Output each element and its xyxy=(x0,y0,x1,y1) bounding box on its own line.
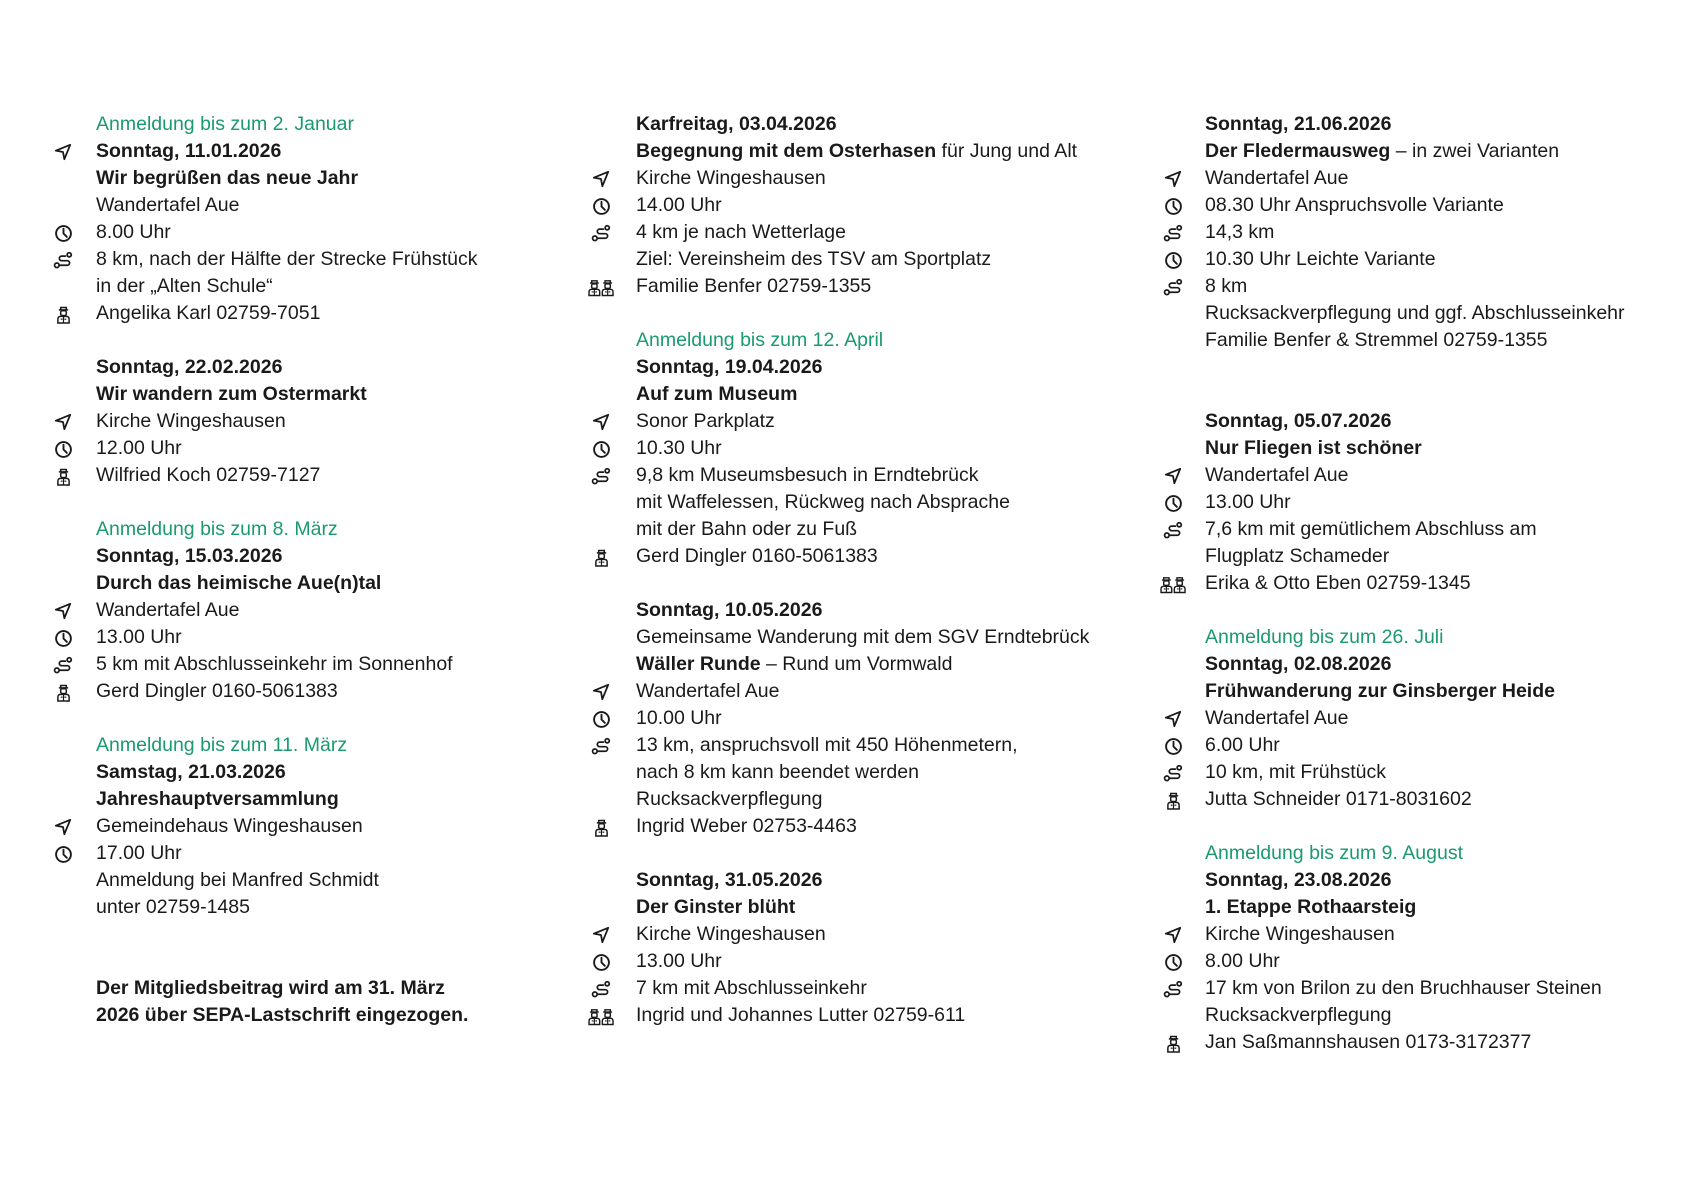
hikers-group-icon xyxy=(1158,574,1188,594)
clock-icon xyxy=(52,223,74,243)
clock-icon xyxy=(52,844,74,864)
event-title: Durch das heimische Aue(n)tal xyxy=(96,572,382,594)
event-location: Wandertafel Aue xyxy=(1162,165,1682,192)
event-date: Sonntag, 22.02.2026 xyxy=(96,356,283,378)
event-title: Nur Fliegen ist schöner xyxy=(1205,437,1422,459)
navigation-arrow-icon xyxy=(590,925,612,945)
event-route-cont: Rucksackverpflegung xyxy=(636,788,823,810)
event-time: 10.00 Uhr xyxy=(590,705,1130,732)
navigation-arrow-icon xyxy=(590,169,612,189)
event-location: Kirche Wingeshausen xyxy=(52,408,552,435)
event-route-cont: mit der Bahn oder zu Fuß xyxy=(636,518,858,540)
event-contact: Familie Benfer 02759-1355 xyxy=(590,273,1130,300)
event-2026-05-31 xyxy=(590,867,1130,1029)
event-2026-02-22 xyxy=(52,354,552,489)
event-date: Sonntag, 21.06.2026 xyxy=(1205,113,1392,135)
event-subtitle: Gemeinsame Wanderung mit dem SGV Erndtebrück xyxy=(636,626,1090,648)
event-route-cont: mit Waffelessen, Rückweg nach Absprache xyxy=(636,491,1010,513)
event-time-2: 10.30 Uhr Leichte Variante xyxy=(1162,246,1682,273)
event-route: 7 km mit Abschlusseinkehr xyxy=(590,975,1130,1002)
event-location: Sonor Parkplatz xyxy=(590,408,1130,435)
clock-icon xyxy=(1162,250,1184,270)
event-date: Samstag, 21.03.2026 xyxy=(96,761,286,783)
event-location: Wandertafel Aue xyxy=(1162,462,1682,489)
navigation-arrow-icon xyxy=(1162,169,1184,189)
event-route: 7,6 km mit gemütlichem Abschluss am xyxy=(1162,516,1682,543)
event-location: Wandertafel Aue xyxy=(1162,705,1682,732)
event-route: 5 km mit Abschlusseinkehr im Sonnenhof xyxy=(52,651,552,678)
event-time: 13.00 Uhr xyxy=(52,624,552,651)
clock-icon xyxy=(590,952,612,972)
event-time: 13.00 Uhr xyxy=(1162,489,1682,516)
clock-icon xyxy=(590,709,612,729)
event-contact: Angelika Karl 02759-7051 xyxy=(52,300,552,327)
registration-deadline: Anmeldung bis zum 8. März xyxy=(96,518,338,540)
navigation-arrow-icon xyxy=(52,601,74,621)
hiker-icon xyxy=(1162,790,1184,810)
event-contact: Familie Benfer & Stremmel 02759-1355 xyxy=(1205,329,1548,351)
event-route-cont: Ziel: Vereinsheim des TSV am Sportplatz xyxy=(636,248,992,270)
event-date: Sonntag, 02.08.2026 xyxy=(1205,653,1392,675)
event-contact: Wilfried Koch 02759-7127 xyxy=(52,462,552,489)
navigation-arrow-icon xyxy=(590,412,612,432)
route-icon xyxy=(1162,520,1184,540)
registration-deadline: Anmeldung bis zum 12. April xyxy=(636,329,884,351)
event-title: Der Ginster blüht xyxy=(636,896,796,918)
event-time: 08.30 Uhr Anspruchsvolle Variante xyxy=(1162,192,1682,219)
route-icon xyxy=(1162,763,1184,783)
event-time: 6.00 Uhr xyxy=(1162,732,1682,759)
hiker-icon xyxy=(52,682,74,702)
clock-icon xyxy=(1162,952,1184,972)
event-route: 8 km, nach der Hälfte der Strecke Frühstück xyxy=(52,246,552,273)
event-2026-08-02 xyxy=(1162,624,1682,813)
event-route-cont: Flugplatz Schameder xyxy=(1205,545,1390,567)
event-title: Wäller Runde – Rund um Vormwald xyxy=(636,653,953,675)
event-location: Wandertafel Aue xyxy=(52,597,552,624)
navigation-arrow-icon xyxy=(1162,466,1184,486)
event-2026-06-21 xyxy=(1162,111,1682,354)
event-route-cont: nach 8 km kann beendet werden xyxy=(636,761,919,783)
event-route-2: 8 km xyxy=(1162,273,1682,300)
event-location: Kirche Wingeshausen xyxy=(590,921,1130,948)
event-location: Gemeindehaus Wingeshausen xyxy=(52,813,552,840)
navigation-arrow-icon xyxy=(1162,925,1184,945)
column-1 xyxy=(52,111,552,1029)
route-icon xyxy=(52,655,74,675)
event-time: 8.00 Uhr xyxy=(52,219,552,246)
clock-icon xyxy=(1162,196,1184,216)
event-contact: Gerd Dingler 0160-5061383 xyxy=(52,678,552,705)
event-note: Rucksackverpflegung und ggf. Abschlusseinkehr xyxy=(1205,302,1625,324)
event-2026-01-11 xyxy=(52,111,552,327)
route-icon xyxy=(1162,277,1184,297)
event-2026-03-15 xyxy=(52,516,552,705)
event-title: Der Fledermausweg – in zwei Varianten xyxy=(1205,140,1560,162)
event-2026-03-21 xyxy=(52,732,552,921)
hiker-icon xyxy=(52,466,74,486)
event-time: 8.00 Uhr xyxy=(1162,948,1682,975)
clock-icon xyxy=(590,439,612,459)
route-icon xyxy=(590,466,612,486)
event-contact: Jutta Schneider 0171-8031602 xyxy=(1162,786,1682,813)
event-contact: Ingrid und Johannes Lutter 02759-611 xyxy=(590,1002,1130,1029)
event-time: 14.00 Uhr xyxy=(590,192,1130,219)
event-route-cont: Rucksackverpflegung xyxy=(1205,1004,1392,1026)
route-icon xyxy=(52,250,74,270)
route-icon xyxy=(1162,223,1184,243)
event-contact: Erika & Otto Eben 02759-1345 xyxy=(1162,570,1682,597)
column-2 xyxy=(590,111,1130,1056)
event-time: 13.00 Uhr xyxy=(590,948,1130,975)
event-time: 17.00 Uhr xyxy=(52,840,552,867)
route-icon xyxy=(590,979,612,999)
event-note: unter 02759-1485 xyxy=(96,896,250,918)
event-2026-05-10 xyxy=(590,597,1130,840)
registration-deadline: Anmeldung bis zum 2. Januar xyxy=(96,113,354,135)
event-route: 10 km, mit Frühstück xyxy=(1162,759,1682,786)
event-2026-07-05 xyxy=(1162,408,1682,597)
event-date: Karfreitag, 03.04.2026 xyxy=(636,113,837,135)
event-route: 14,3 km xyxy=(1162,219,1682,246)
hiker-icon xyxy=(590,547,612,567)
navigation-arrow-icon xyxy=(52,817,74,837)
event-date: Sonntag, 23.08.2026 xyxy=(1205,869,1392,891)
event-contact: Jan Saßmannshausen 0173-3172377 xyxy=(1162,1029,1682,1056)
hiker-icon xyxy=(52,304,74,324)
registration-deadline: Anmeldung bis zum 26. Juli xyxy=(1205,626,1444,648)
event-route: 4 km je nach Wetterlage xyxy=(590,219,1130,246)
event-location: Wandertafel Aue xyxy=(590,678,1130,705)
event-contact: Ingrid Weber 02753-4463 xyxy=(590,813,1130,840)
event-title: Wir wandern zum Ostermarkt xyxy=(96,383,367,405)
navigation-arrow-icon xyxy=(590,682,612,702)
clock-icon xyxy=(590,196,612,216)
event-title: Auf zum Museum xyxy=(636,383,798,405)
event-location: Wandertafel Aue xyxy=(96,194,240,216)
event-2026-08-23 xyxy=(1162,840,1682,1056)
clock-icon xyxy=(52,628,74,648)
hikers-group-icon xyxy=(586,1006,616,1026)
column-3 xyxy=(1162,111,1682,1083)
clock-icon xyxy=(1162,736,1184,756)
hikers-group-icon xyxy=(586,277,616,297)
event-route: 17 km von Brilon zu den Bruchhauser Steinen xyxy=(1162,975,1682,1002)
event-location: Kirche Wingeshausen xyxy=(1162,921,1682,948)
membership-fee-notice: Der Mitgliedsbeitrag wird am 31. März 2026 über SEPA-Lastschrift eingezogen. xyxy=(96,977,469,1026)
event-route-cont: in der „Alten Schule“ xyxy=(96,275,273,297)
event-date: Sonntag, 05.07.2026 xyxy=(1205,410,1392,432)
navigation-arrow-icon xyxy=(1162,709,1184,729)
event-time: 12.00 Uhr xyxy=(52,435,552,462)
event-time: 10.30 Uhr xyxy=(590,435,1130,462)
event-date: Sonntag, 10.05.2026 xyxy=(636,599,823,621)
event-2026-04-19 xyxy=(590,327,1130,570)
event-title: Frühwanderung zur Ginsberger Heide xyxy=(1205,680,1555,702)
registration-deadline: Anmeldung bis zum 11. März xyxy=(96,734,348,756)
event-route: 9,8 km Museumsbesuch in Erndtebrück xyxy=(590,462,1130,489)
clock-icon xyxy=(1162,493,1184,513)
clock-icon xyxy=(52,439,74,459)
hiker-icon xyxy=(1162,1033,1184,1053)
event-route: 13 km, anspruchsvoll mit 450 Höhenmetern, xyxy=(590,732,1130,759)
route-icon xyxy=(590,736,612,756)
event-date: Sonntag, 15.03.2026 xyxy=(96,545,283,567)
event-note: Anmeldung bei Manfred Schmidt xyxy=(96,869,379,891)
hiker-icon xyxy=(590,817,612,837)
registration-deadline: Anmeldung bis zum 9. August xyxy=(1205,842,1463,864)
route-icon xyxy=(1162,979,1184,999)
event-title: Jahreshauptversammlung xyxy=(96,788,339,810)
event-contact: Gerd Dingler 0160-5061383 xyxy=(590,543,1130,570)
event-2026-04-03 xyxy=(590,111,1130,300)
navigation-arrow-icon xyxy=(52,412,74,432)
navigation-arrow-icon xyxy=(52,142,74,162)
event-date: Sonntag, 11.01.2026 xyxy=(52,138,552,165)
route-icon xyxy=(590,223,612,243)
event-date: Sonntag, 31.05.2026 xyxy=(636,869,823,891)
event-title: Begegnung mit dem Osterhasen für Jung und Alt xyxy=(636,140,1078,162)
event-title: Wir begrüßen das neue Jahr xyxy=(96,167,359,189)
event-title: 1. Etappe Rothaarsteig xyxy=(1205,896,1417,918)
event-location: Kirche Wingeshausen xyxy=(590,165,1130,192)
event-date: Sonntag, 19.04.2026 xyxy=(636,356,823,378)
